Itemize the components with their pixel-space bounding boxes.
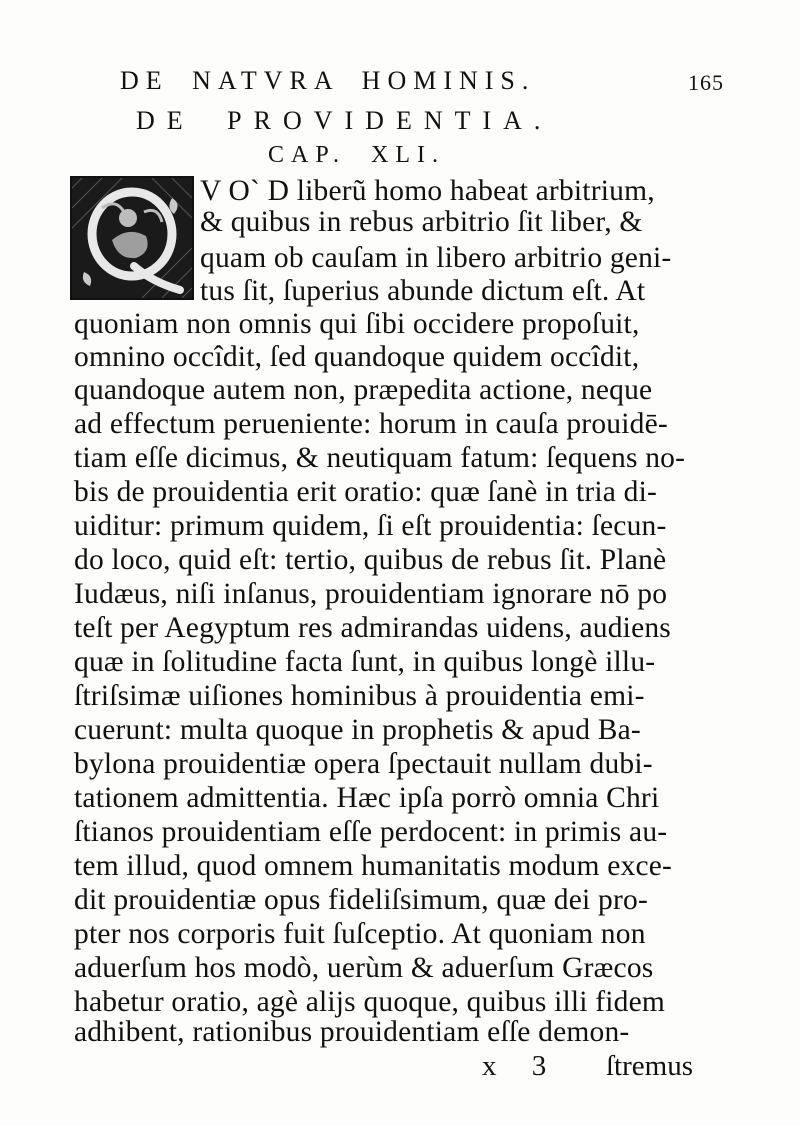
body-line: quoniam non omnis qui ſibi occidere propoſuit, bbox=[74, 308, 640, 340]
running-title: DE NATVRA HOMINIS. bbox=[120, 66, 536, 95]
body-line: adhibent, rationibus prouidentiam eſſe demon- bbox=[74, 1016, 630, 1048]
page-number: 165 bbox=[688, 70, 724, 95]
body-line: Iudæus, niſi inſanus, prouidentiam ignorare nō po bbox=[74, 578, 668, 610]
body-line: ſtriſsimæ uiſiones hominibus à prouidentia emi- bbox=[74, 680, 645, 712]
decorated-initial-q-icon bbox=[70, 176, 194, 300]
body-line: tationem admittentia. Hæc ipſa porrò omnia Chri bbox=[74, 782, 660, 814]
body-line: V O` D liberũ homo habeat arbitrium, bbox=[200, 175, 655, 207]
body-line: aduerſum hos modò, uerùm & aduerſum Græcos bbox=[74, 952, 654, 984]
body-line: do loco, quid eſt: tertio, quibus de rebus ſit. Planè bbox=[74, 544, 667, 576]
initial-woodcut-icon bbox=[72, 178, 192, 298]
signature-mark: x 3 bbox=[482, 1050, 561, 1082]
body-line: quandoque autem non, præpedita actione, neque bbox=[74, 374, 653, 406]
catchword: ſtremus bbox=[606, 1050, 693, 1082]
body-line: habetur oratio, agè alijs quoque, quibus illi fidem bbox=[74, 986, 666, 1018]
body-line: ad effectum perueniente: horum in cauſa prouidē- bbox=[74, 408, 668, 440]
body-line: ſtianos prouidentiam eſſe perdocent: in primis au- bbox=[74, 816, 668, 848]
body-line: cuerunt: multa quoque in prophetis & apud Ba- bbox=[74, 714, 641, 746]
chapter-title: DE PROVIDENTIA. bbox=[136, 106, 553, 135]
body-line: tus ſit, ſuperius abunde dictum eſt. At bbox=[200, 275, 646, 307]
body-line: pter nos corporis fuit ſuſceptio. At quoniam non bbox=[74, 918, 646, 950]
body-line: dit prouidentiæ opus fideliſsimum, quæ dei pro- bbox=[74, 884, 648, 916]
body-line: tiam eſſe dicimus, & neutiquam fatum: ſequens no- bbox=[74, 442, 686, 474]
chapter-number: CAP. XLI. bbox=[268, 142, 446, 168]
body-line: teſt per Aegyptum res admirandas uidens, audiens bbox=[74, 612, 671, 644]
body-line: bylona prouidentiæ opera ſpectauit nullam dubi- bbox=[74, 748, 653, 780]
body-line: uiditur: primum quidem, ſi eſt prouidentia: ſecun- bbox=[74, 510, 667, 542]
body-line: omnino occîdit, ſed quandoque quidem occîdit, bbox=[74, 341, 640, 373]
body-line: quam ob cauſam in libero arbitrio geni- bbox=[200, 242, 672, 274]
body-line: quæ in ſolitudine facta ſunt, in quibus longè illu- bbox=[74, 646, 656, 678]
body-line: bis de prouidentia erit oratio: quæ ſanè in tria di- bbox=[74, 476, 658, 508]
body-line: & quibus in rebus arbitrio ſit liber, & bbox=[200, 206, 643, 238]
body-line: tem illud, quod omnem humanitatis modum exce- bbox=[74, 850, 673, 882]
